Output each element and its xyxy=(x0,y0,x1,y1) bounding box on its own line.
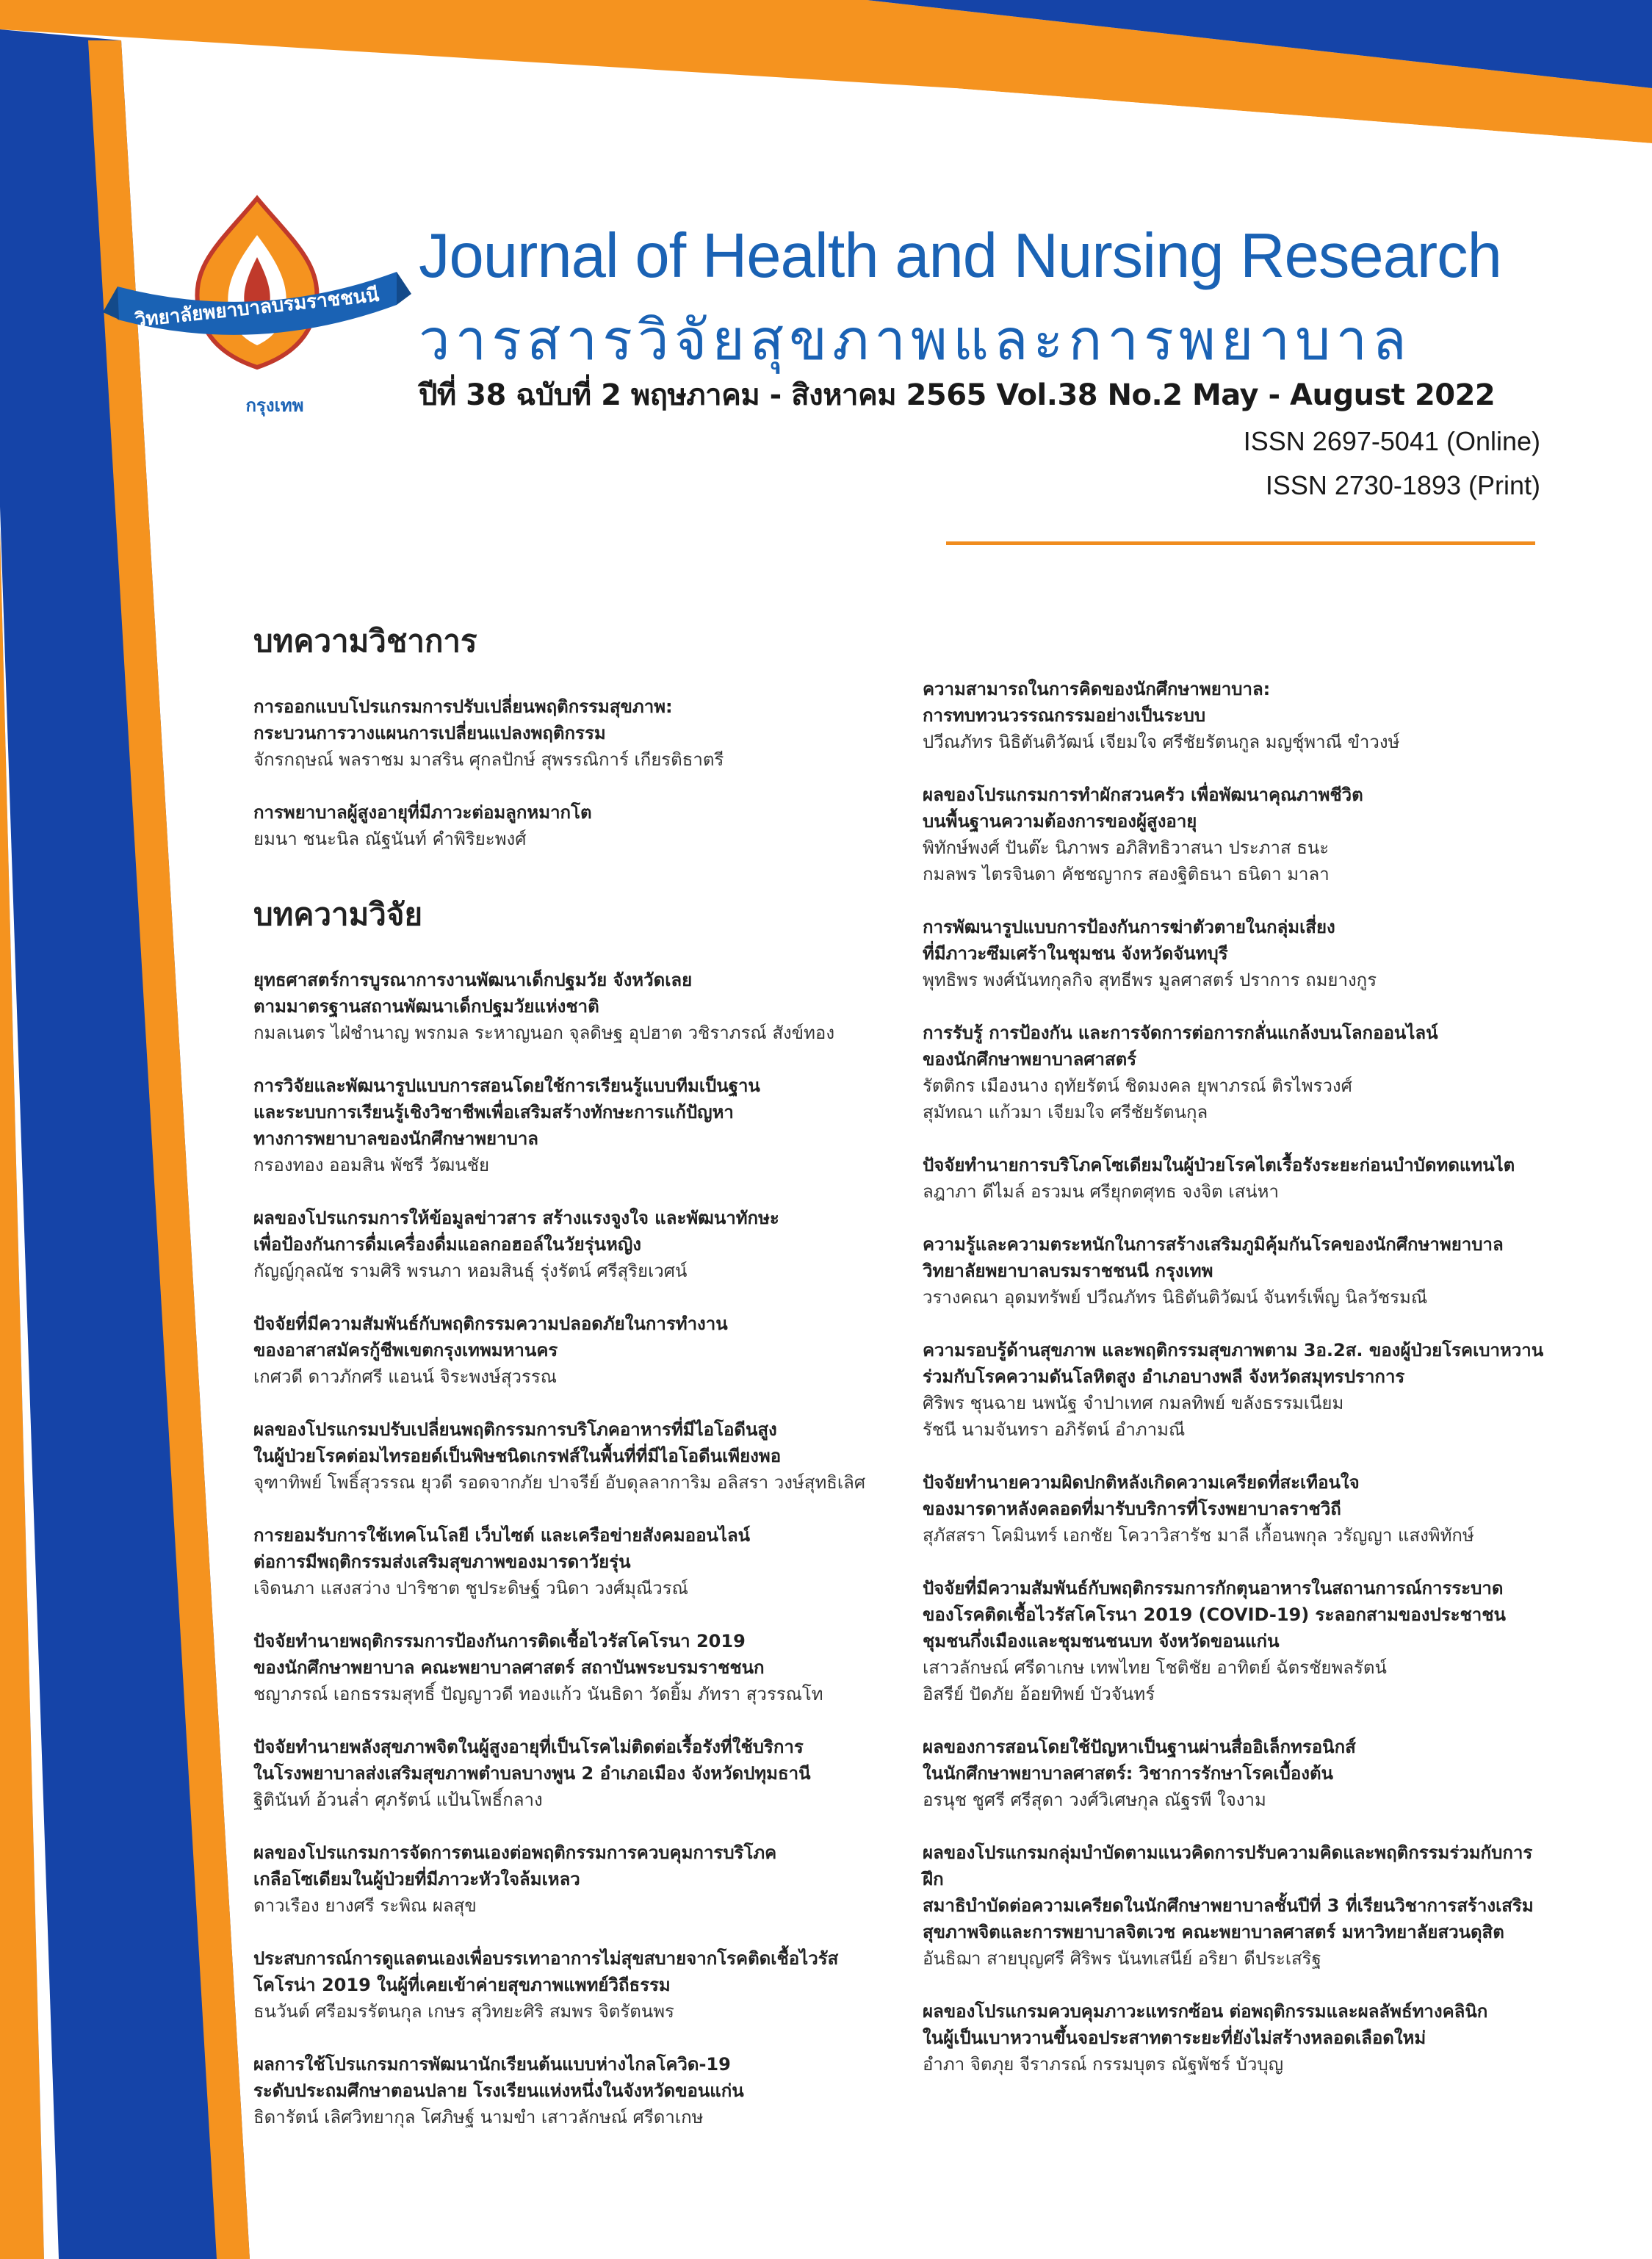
article-entry[interactable] xyxy=(253,1734,878,1813)
article-title: ของนักศึกษาพยาบาล คณะพยาบาลศาสตร์ สถาบันพระบรมราชชนก xyxy=(253,1657,765,1678)
article-title: ผลของโปรแกรมกลุ่มบำบัดตามแนวคิดการปรับความคิดและพฤติกรรมร่วมกับการฝึก xyxy=(923,1842,1533,1889)
left-column xyxy=(253,617,878,2157)
article-title: การยอมรับการใช้เทคโนโลยี เว็บไซต์ และเครือข่ายสังคมออนไลน์ xyxy=(253,1525,751,1546)
article-authors: ธนวันต์ ศรีอมรรัตนกุล เกษร สุวิทยะศิริ สมพร จิตรัตนพร xyxy=(253,2001,674,2022)
article-authors: พิทักษ์พงศ์ ปันต๊ะ นิภาพร อภิสิทธิวาสนา ประภาส ธนะ xyxy=(923,837,1330,858)
article-authors: ศิริพร ชุนฉาย นพนัฐ จำปาเทศ กมลทิพย์ ขลังธรรมเนียม xyxy=(923,1393,1344,1413)
issue-line: ปีที่ 38 ฉบับที่ 2 พฤษภาคม - สิงหาคม 2565 Vol.38 No.2 May - August 2022 xyxy=(419,378,1496,412)
article-authors: ลฎาภา ดีไมล์ อรวมน ศรียุกตศุทธ จงจิต เสน่หา xyxy=(923,1181,1279,1202)
article-entry[interactable] xyxy=(253,1628,878,1707)
article-title: และระบบการเรียนรู้เชิงวิชาชีพเพื่อเสริมสร้างทักษะการแก้ปัญหา xyxy=(253,1102,734,1123)
article-title: ของนักศึกษาพยาบาลศาสตร์ xyxy=(923,1049,1137,1070)
article-entry[interactable] xyxy=(253,1840,878,1919)
article-title: ปัจจัยที่มีความสัมพันธ์กับพฤติกรรมการกักตุนอาหารในสถานการณ์การระบาด xyxy=(923,1578,1504,1599)
article-title: ในผู้ป่วยโรคต่อมไทรอยด์เป็นพิษชนิดเกรฟส์ในพื้นที่ที่มีไอโอดีนเพียงพอ xyxy=(253,1446,782,1466)
article-title: การทบทวนวรรณกรรมอย่างเป็นระบบ xyxy=(923,705,1206,726)
article-title: บนพื้นฐานความต้องการของผู้สูงอายุ xyxy=(923,811,1197,832)
article-title: ปัจจัยทำนายความผิดปกติหลังเกิดความเครียดที่สะเทือนใจ xyxy=(923,1472,1360,1493)
article-title: ชุมชนกึ่งเมืองและชุมชนชนบท จังหวัดขอนแก่น xyxy=(923,1631,1280,1651)
article-entry[interactable] xyxy=(253,2051,878,2130)
article-authors: วรางคณา อุดมทรัพย์ ปวีณภัทร นิธิตันติวัฒน์ จันทร์เพ็ญ นิลวัชรมณี xyxy=(923,1287,1428,1308)
article-entry[interactable] xyxy=(923,676,1547,755)
article-title: ในโรงพยาบาลส่งเสริมสุขภาพตำบลบางพูน 2 อำเภอเมือง จังหวัดปทุมธานี xyxy=(253,1763,811,1784)
article-title: ปัจจัยทำนายพฤติกรรมการป้องกันการติดเชื้อไวรัสโคโรนา 2019 xyxy=(253,1631,746,1651)
article-entry[interactable] xyxy=(923,1575,1547,1707)
article-title: ความรอบรู้ด้านสุขภาพ และพฤติกรรมสุขภาพตาม 3อ.2ส. ของผู้ป่วยโรคเบาหวาน xyxy=(923,1340,1544,1361)
article-authors: จุฑาทิพย์ โพธิ์สุวรรณ ยุวดี รอดจากภัย ปาจรีย์ อับดุลลาการิม อลิสรา วงษ์สุทธิเลิศ xyxy=(253,1472,866,1493)
section-heading-research: บทความวิจัย xyxy=(253,896,423,932)
article-authors: รัตติกร เมืองนาง ฤทัยรัตน์ ชิดมงคล ยุพาภรณ์ ติรไพรวงศ์ xyxy=(923,1076,1352,1096)
article-authors: เกศวดี ดาวภักศรี แอนน์ จิระพงษ์สุวรรณ xyxy=(253,1366,558,1387)
article-title: ของอาสาสมัครกู้ชีพเขตกรุงเทพมหานคร xyxy=(253,1340,558,1361)
article-entry[interactable] xyxy=(923,1020,1547,1125)
header-divider xyxy=(946,541,1535,545)
article-entry[interactable] xyxy=(253,1073,878,1178)
journal-title-english: Journal of Health and Nursing Research xyxy=(419,221,1501,291)
article-authors: กรองทอง ออมสิน พัชรี วัฒนชัย xyxy=(253,1155,490,1175)
article-entry[interactable] xyxy=(923,1998,1547,2078)
article-title: ผลการใช้โปรแกรมการพัฒนานักเรียนต้นแบบห่างไกลโควิด-19 xyxy=(253,2054,731,2075)
article-title: ความรู้และความตระหนักในการสร้างเสริมภูมิคุ้มกันโรคของนักศึกษาพยาบาล xyxy=(923,1234,1504,1255)
article-entry[interactable] xyxy=(923,782,1547,887)
article-entry[interactable] xyxy=(923,914,1547,993)
article-title: สุขภาพจิตและการพยาบาลจิตเวช คณะพยาบาลศาสตร์ มหาวิทยาลัยสวนดุสิต xyxy=(923,1922,1504,1942)
article-title: ผลของโปรแกรมการจัดการตนเองต่อพฤติกรรมการควบคุมการบริโภค xyxy=(253,1842,777,1863)
article-title: ผลของโปรแกรมการทำผักสวนครัว เพื่อพัฒนาคุณภาพชีวิต xyxy=(923,785,1363,805)
article-title: ทางการพยาบาลของนักศึกษาพยาบาล xyxy=(253,1128,539,1149)
article-authors: อิสรีย์ ปัดภัย อ้อยทิพย์ บัวจันทร์ xyxy=(923,1684,1155,1704)
article-title: วิทยาลัยพยาบาลบรมราชชนนี กรุงเทพ xyxy=(923,1261,1213,1281)
article-title: ต่อการมีพฤติกรรมส่งเสริมสุขภาพของมารดาวัยรุ่น xyxy=(253,1552,631,1572)
article-entry[interactable] xyxy=(253,1311,878,1390)
article-title: กระบวนการวางแผนการเปลี่ยนแปลงพฤติกรรม xyxy=(253,723,606,743)
article-title: การพัฒนารูปแบบการป้องกันการฆ่าตัวตายในกลุ่มเสี่ยง xyxy=(923,917,1335,937)
article-title: ประสบการณ์การดูแลตนเองเพื่อบรรเทาอาการไม่สุขสบายจากโรคติดเชื้อไวรัส xyxy=(253,1948,839,1969)
article-authors: กัญญ์กุลณัช รามศิริ พรนภา หอมสินธุ์ รุ่งรัตน์ ศรีสุริยเวศน์ xyxy=(253,1261,688,1281)
article-authors: ธิดารัตน์ เลิศวิทยากุล โศภิษฐ์ นามขำ เสาวลักษณ์ ศรีดาเกษ xyxy=(253,2107,704,2128)
article-authors: ฐิตินันท์ อ้วนล่ำ ศุภรัตน์ แป้นโพธิ์กลาง xyxy=(253,1790,543,1810)
article-title: ตามมาตรฐานสถานพัฒนาเด็กปฐมวัยแห่งชาติ xyxy=(253,996,599,1017)
article-entry[interactable] xyxy=(253,967,878,1046)
journal-title-thai: วารสารวิจัยสุขภาพและการพยาบาล xyxy=(419,307,1412,372)
article-entry[interactable] xyxy=(923,1840,1547,1972)
article-title: โคโรน่า 2019 ในผู้ที่เคยเข้าค่ายสุขภาพแพทย์วิถีธรรม xyxy=(253,1975,671,1995)
article-authors: ปวีณภัทร นิธิตันติวัฒน์ เจียมใจ ศรีชัยรัตนกูล มญชุ์พาณี ขำวงษ์ xyxy=(923,732,1400,752)
article-title: ที่มีภาวะซึมเศร้าในชุมชน จังหวัดจันทบุรี xyxy=(923,943,1228,964)
issn-online: ISSN 2697-5041 (Online) xyxy=(1243,426,1540,456)
institution-name: วิทยาลัยพยาบาลบรมราชชนนี xyxy=(134,284,380,332)
article-title: สมาธิบำบัดต่อความเครียดในนักศึกษาพยาบาลชั้นปีที่ 3 ที่เรียนวิชาการสร้างเสริม xyxy=(923,1895,1534,1916)
article-title: ของโรคติดเชื้อไวรัสโคโรนา 2019 (COVID-19) ระลอกสามของประชาชน xyxy=(923,1604,1506,1625)
article-entry[interactable] xyxy=(253,1205,878,1284)
article-entry[interactable] xyxy=(923,1152,1547,1205)
article-entry[interactable] xyxy=(923,1734,1547,1813)
article-title: เกลือโซเดียมในผู้ป่วยที่มีภาวะหัวใจล้มเหลว xyxy=(253,1869,580,1889)
article-entry[interactable] xyxy=(253,1945,878,2025)
article-entry[interactable] xyxy=(253,693,878,773)
article-authors: กมลพร ไตรจินดา คัชชญากร สองฐิติธนา ธนิดา มาลา xyxy=(923,864,1330,884)
article-entry[interactable] xyxy=(253,799,878,852)
article-authors: สุภัสสรา โคมินทร์ เอกชัย โควาวิสารัช มาลี เกื้อนพกุล วรัญญา แสงพิทักษ์ xyxy=(923,1525,1474,1546)
article-title: เพื่อป้องกันการดื่มเครื่องดื่มแอลกอฮอล์ในวัยรุ่นหญิง xyxy=(253,1234,641,1255)
article-entry[interactable] xyxy=(923,1231,1547,1311)
article-title: ผลของโปรแกรมควบคุมภาวะแทรกซ้อน ต่อพฤติกรรมและผลลัพธ์ทางคลินิก xyxy=(923,2001,1488,2022)
article-authors: เสาวลักษณ์ ศรีดาเกษ เทพไทย โชติชัย อาทิตย์ ฉัตรชัยพลรัตน์ xyxy=(923,1657,1387,1678)
article-authors: ดาวเรือง ยางศรี ระพิณ ผลสุข xyxy=(253,1895,477,1916)
article-authors: เจิดนภา แสงสว่าง ปาริชาต ชูประดิษฐ์ วนิดา วงศ์มุณีวรณ์ xyxy=(253,1578,688,1599)
article-entry[interactable] xyxy=(253,1522,878,1602)
research-article-list-right xyxy=(923,676,1547,2078)
research-article-list-left xyxy=(253,967,878,2130)
article-title: ผลของโปรแกรมปรับเปลี่ยนพฤติกรรมการบริโภคอาหารที่มีไอโอดีนสูง xyxy=(253,1419,777,1440)
article-authors: รัชนี นามจันทรา อภิรัตน์ อำภามณี xyxy=(923,1419,1186,1440)
article-title: ในผู้เป็นเบาหวานขึ้นจอประสาทตาระยะที่ยังไม่สร้างหลอดเลือดใหม่ xyxy=(923,2028,1426,2048)
article-title: การรับรู้ การป้องกัน และการจัดการต่อการกลั่นแกล้งบนโลกออนไลน์ xyxy=(923,1023,1438,1043)
article-entry[interactable] xyxy=(253,1416,878,1496)
article-title: ระดับประถมศึกษาตอนปลาย โรงเรียนแห่งหนึ่งในจังหวัดขอนแก่น xyxy=(253,2080,744,2101)
right-column xyxy=(923,676,1547,2104)
article-title: ร่วมกับโรคความดันโลหิตสูง อำเภอบางพลี จังหวัดสมุทรปราการ xyxy=(923,1366,1405,1387)
article-title: การวิจัยและพัฒนารูปแบบการสอนโดยใช้การเรียนรู้แบบทีมเป็นฐาน xyxy=(253,1076,760,1096)
section-heading-academic: บทความวิชาการ xyxy=(253,623,477,659)
institution-city: กรุงเทพ xyxy=(245,395,304,416)
article-authors: อรนุช ชูศรี ศรีสุดา วงศ์วิเศษกุล ณัฐรพี ใจงาม xyxy=(923,1790,1266,1810)
article-entry[interactable] xyxy=(923,1337,1547,1443)
article-title: การพยาบาลผู้สูงอายุที่มีภาวะต่อมลูกหมากโต xyxy=(253,802,592,823)
article-entry[interactable] xyxy=(923,1469,1547,1549)
article-title: ปัจจัยที่มีความสัมพันธ์กับพฤติกรรมความปลอดภัยในการทำงาน xyxy=(253,1314,728,1334)
article-title: ผลของการสอนโดยใช้ปัญหาเป็นฐานผ่านสื่ออิเล็กทรอนิกส์ xyxy=(923,1737,1356,1757)
article-title: ในนักศึกษาพยาบาลศาสตร์: วิชาการรักษาโรคเบื้องต้น xyxy=(923,1763,1333,1784)
article-authors: อันธิฌา สายบุญศรี ศิริพร นันทเสนีย์ อริยา ดีประเสริฐ xyxy=(923,1948,1321,1969)
article-authors: สุมัทณา แก้วมา เจียมใจ ศรีชัยรัตนกุล xyxy=(923,1102,1208,1123)
issn-print: ISSN 2730-1893 (Print) xyxy=(1265,470,1540,500)
academic-article-list xyxy=(253,693,878,852)
article-title: ความสามารถในการคิดของนักศึกษาพยาบาล: xyxy=(923,679,1271,699)
article-authors: จักรกฤษณ์ พลราชม มาสริน ศุกลปักษ์ สุพรรณิการ์ เกียรติธาตรี xyxy=(253,749,724,770)
article-title: การออกแบบโปรแกรมการปรับเปลี่ยนพฤติกรรมสุขภาพ: xyxy=(253,696,673,717)
article-authors: อำภา จิตภุย จีราภรณ์ กรรมบุตร ณัฐพัชร์ บัวบุญ xyxy=(923,2054,1284,2075)
article-title: ปัจจัยทำนายพลังสุขภาพจิตในผู้สูงอายุที่เป็นโรคไม่ติดต่อเรื้อรังที่ใช้บริการ xyxy=(253,1737,804,1757)
article-authors: กมลเนตร ไฝ่ชำนาญ พรกมล ระหาญนอก จุลดิษฐ อุปฮาต วชิราภรณ์ สังข์ทอง xyxy=(253,1023,835,1043)
article-title: ยุทธศาสตร์การบูรณาการงานพัฒนาเด็กปฐมวัย จังหวัดเลย xyxy=(253,970,693,990)
article-authors: ชญาภรณ์ เอกธรรมสุทธิ์ ปัญญาวดี ทองแก้ว นันธิดา วัดยิ้ม ภัทรา สุวรรณโท xyxy=(253,1684,823,1704)
article-authors: ยมนา ชนะนิล ณัฐนันท์ คำพิริยะพงศ์ xyxy=(253,829,527,849)
article-authors: พุทธิพร พงศ์นันทกุลกิจ สุทธีพร มูลศาสตร์ ปราการ ถมยางกูร xyxy=(923,970,1377,990)
article-title: ปัจจัยทำนายการบริโภคโซเดียมในผู้ป่วยโรคไตเรื้อรังระยะก่อนบำบัดทดแทนไต xyxy=(923,1155,1515,1175)
article-title: ผลของโปรแกรมการให้ข้อมูลข่าวสาร สร้างแรงจูงใจ และพัฒนาทักษะ xyxy=(253,1208,779,1228)
article-title: ของมารดาหลังคลอดที่มารับบริการที่โรงพยาบาลราชวิถี xyxy=(923,1499,1341,1519)
